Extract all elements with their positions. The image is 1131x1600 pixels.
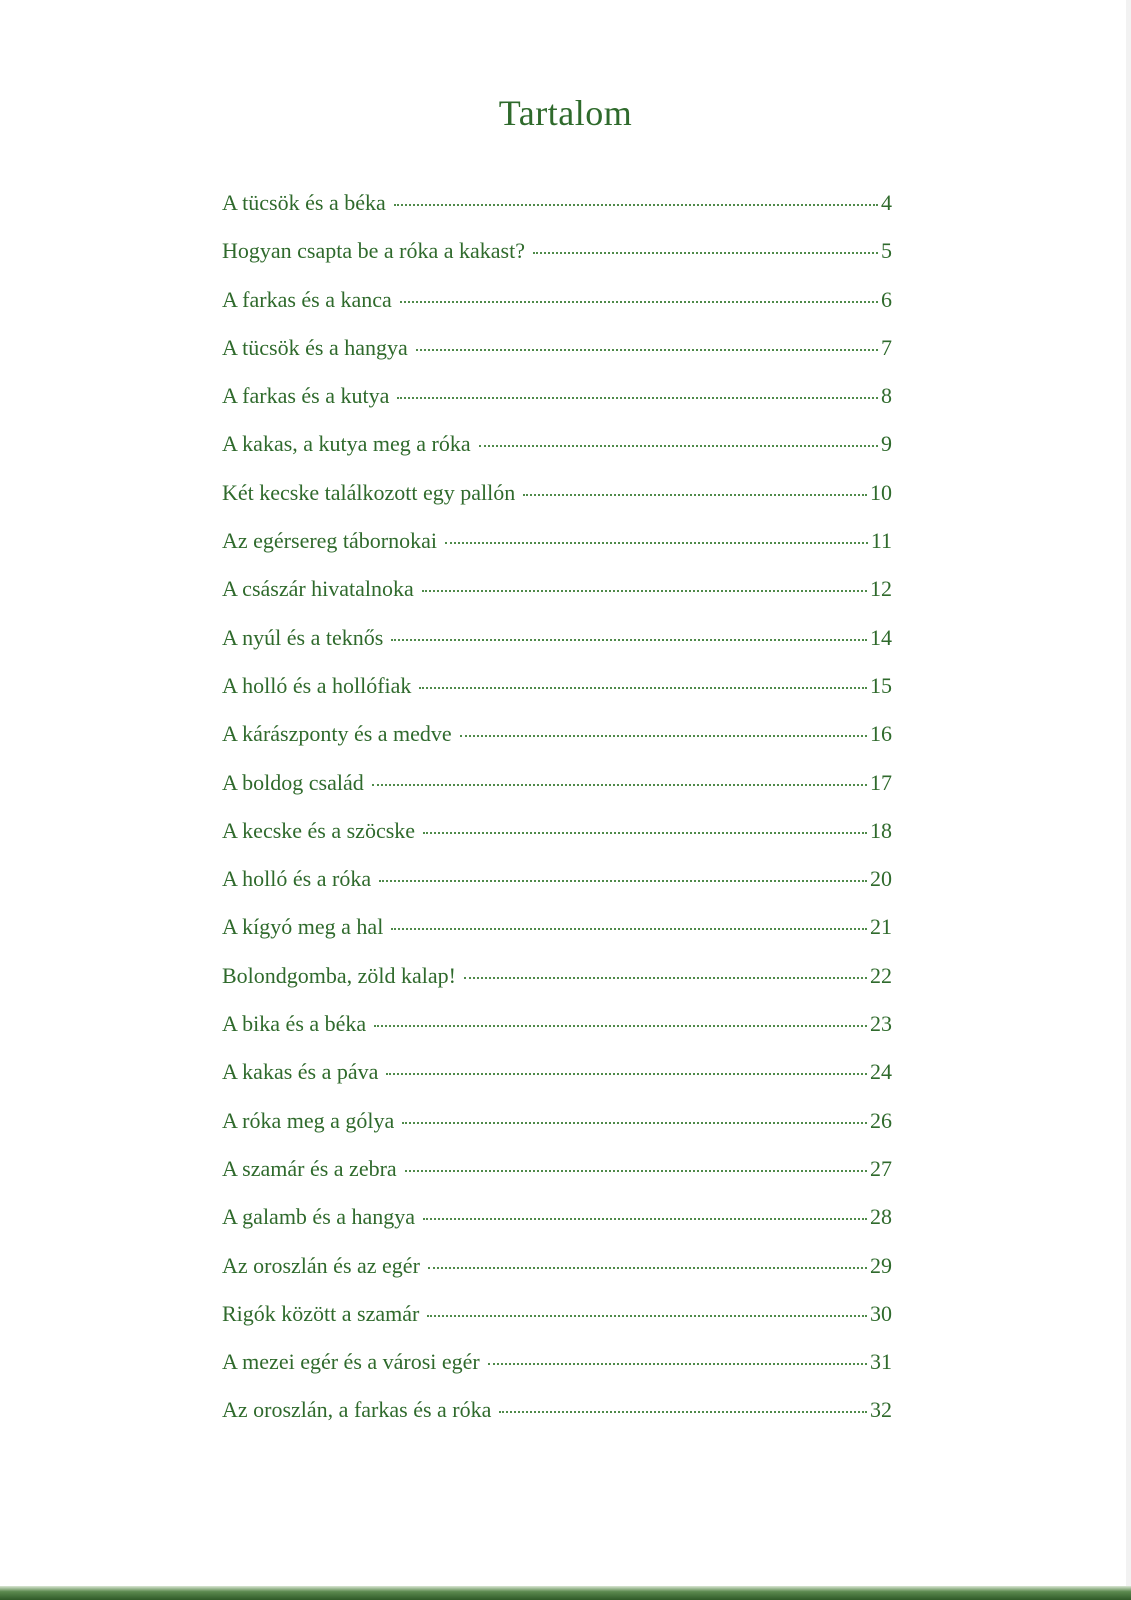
toc-entry-page-number: 7: [881, 334, 892, 360]
toc-entry-page-number: 24: [870, 1059, 892, 1085]
toc-entry-page-number: 22: [870, 962, 892, 988]
toc-entry-page-number: 15: [870, 672, 892, 698]
toc-entry-title: Hogyan csapta be a róka a kakast?: [222, 238, 525, 264]
dot-leader: [423, 832, 867, 834]
toc-entry-page-number: 23: [870, 1011, 892, 1037]
toc-entry: [222, 1059, 892, 1107]
toc-entry-page-number: 31: [870, 1349, 892, 1375]
toc-entry-page-number: 11: [870, 528, 892, 554]
toc-entry: [222, 625, 892, 673]
toc-entry: [222, 383, 892, 431]
dot-leader: [479, 445, 878, 447]
cover-edge-strip: [0, 1586, 1131, 1600]
toc-entry: [222, 914, 892, 962]
toc-entry-page-number: 26: [870, 1107, 892, 1133]
toc-entry-title: A boldog család: [222, 769, 364, 795]
dot-leader: [499, 1411, 867, 1413]
toc-entry-title: A holló és a hollófiak: [222, 672, 412, 698]
toc-entry: [222, 1397, 892, 1445]
toc-entry: [222, 238, 892, 286]
toc-entry-page-number: 32: [870, 1397, 892, 1423]
dot-leader: [405, 1170, 867, 1172]
toc-entry-title: Bolondgomba, zöld kalap!: [222, 962, 457, 988]
dot-leader: [400, 301, 878, 303]
toc-entry: [222, 431, 892, 479]
dot-leader: [402, 1122, 867, 1124]
toc-entry-page-number: 18: [870, 817, 892, 843]
toc-entry-title: A mezei egér és a városi egér: [222, 1349, 480, 1375]
toc-entry: [222, 335, 892, 383]
toc-entry-page-number: 29: [870, 1252, 892, 1278]
toc-entry-title: A nyúl és a teknős: [222, 624, 384, 650]
toc-entry-title: A kígyó meg a hal: [222, 914, 384, 940]
toc-entry-page-number: 27: [870, 1155, 892, 1181]
toc-entry: [222, 963, 892, 1011]
toc-entry: [222, 673, 892, 721]
toc-entry-title: A tücsök és a hangya: [222, 334, 408, 360]
toc-entry-title: A tücsök és a béka: [222, 190, 386, 215]
toc-entry-page-number: 28: [870, 1204, 892, 1230]
dot-leader: [379, 880, 867, 882]
dot-leader: [428, 1267, 867, 1269]
toc-entry-title: A kárászponty és a medve: [222, 721, 452, 747]
toc-entry-title: Az egérsereg tábornokai: [222, 528, 438, 554]
toc-entry: [222, 721, 892, 769]
toc-entry-page-number: 5: [881, 238, 892, 264]
toc-entry-title: Rigók között a szamár: [222, 1300, 420, 1326]
dot-leader: [422, 590, 867, 592]
toc-entry-page-number: 10: [870, 479, 892, 505]
toc-entry-title: A szamár és a zebra: [222, 1155, 397, 1181]
toc-entry: [222, 770, 892, 818]
toc-entry-title: A farkas és a kanca: [222, 286, 392, 312]
toc-entry: [222, 1156, 892, 1204]
dot-leader: [372, 784, 867, 786]
toc-entry-page-number: 30: [870, 1300, 892, 1326]
page-title: Tartalom: [498, 93, 633, 133]
toc-entry-title: A kakas, a kutya meg a róka: [222, 431, 471, 457]
toc-entry-title: Az oroszlán, a farkas és a róka: [222, 1397, 492, 1423]
toc-entry: [222, 480, 892, 528]
dot-leader: [460, 735, 867, 737]
toc-entry-title: A galamb és a hangya: [222, 1204, 416, 1230]
dot-leader: [374, 1025, 867, 1027]
toc-entry: [222, 1301, 892, 1349]
toc-entry-title: A kecske és a szöcske: [222, 817, 416, 843]
toc-entry: [222, 576, 892, 624]
dot-leader: [391, 639, 867, 641]
dot-leader: [523, 494, 867, 496]
toc-entry-title: A róka meg a gólya: [222, 1107, 395, 1133]
toc-entry-page-number: 17: [870, 769, 892, 795]
toc-entry-page-number: 16: [870, 721, 892, 747]
toc-entry-page-number: 20: [870, 866, 892, 892]
page-edge: [1126, 0, 1131, 1600]
dot-leader: [394, 204, 878, 206]
dot-leader: [427, 1315, 867, 1317]
toc-entry-page-number: 6: [881, 286, 892, 312]
toc-entry: [222, 1204, 892, 1252]
toc-entry-page-number: 14: [870, 624, 892, 650]
toc-entry-title: A farkas és a kutya: [222, 383, 390, 409]
toc-entry: [222, 818, 892, 866]
toc-entry: [222, 1011, 892, 1059]
toc-entry-page-number: 8: [881, 383, 892, 409]
toc-entry: [222, 190, 892, 238]
toc-entry-title: A bika és a béka: [222, 1011, 367, 1037]
dot-leader: [391, 928, 867, 930]
dot-leader: [464, 977, 867, 979]
dot-leader: [445, 542, 868, 544]
toc-entry-title: A kakas és a páva: [222, 1059, 379, 1085]
toc-entry-title: A holló és a róka: [222, 866, 372, 892]
toc-entry: [222, 528, 892, 576]
toc-entry-page-number: 4: [881, 190, 892, 215]
toc-entry-page-number: 12: [870, 576, 892, 602]
toc-entry-title: Két kecske találkozott egy pallón: [222, 479, 516, 505]
toc-entry-title: A császár hivatalnoka: [222, 576, 414, 602]
dot-leader: [416, 349, 878, 351]
dot-leader: [488, 1363, 867, 1365]
dot-leader: [423, 1218, 867, 1220]
toc-entry-page-number: 21: [870, 914, 892, 940]
toc-entry: [222, 866, 892, 914]
dot-leader: [533, 252, 878, 254]
toc-entry: [222, 1349, 892, 1397]
toc-entry: [222, 1253, 892, 1301]
toc-entry-title: Az oroszlán és az egér: [222, 1252, 420, 1278]
table-of-contents: [222, 190, 892, 1446]
dot-leader: [419, 687, 867, 689]
dot-leader: [386, 1073, 867, 1075]
toc-entry: [222, 287, 892, 335]
toc-entry: [222, 1108, 892, 1156]
dot-leader: [397, 397, 878, 399]
toc-entry-page-number: 9: [881, 431, 892, 457]
